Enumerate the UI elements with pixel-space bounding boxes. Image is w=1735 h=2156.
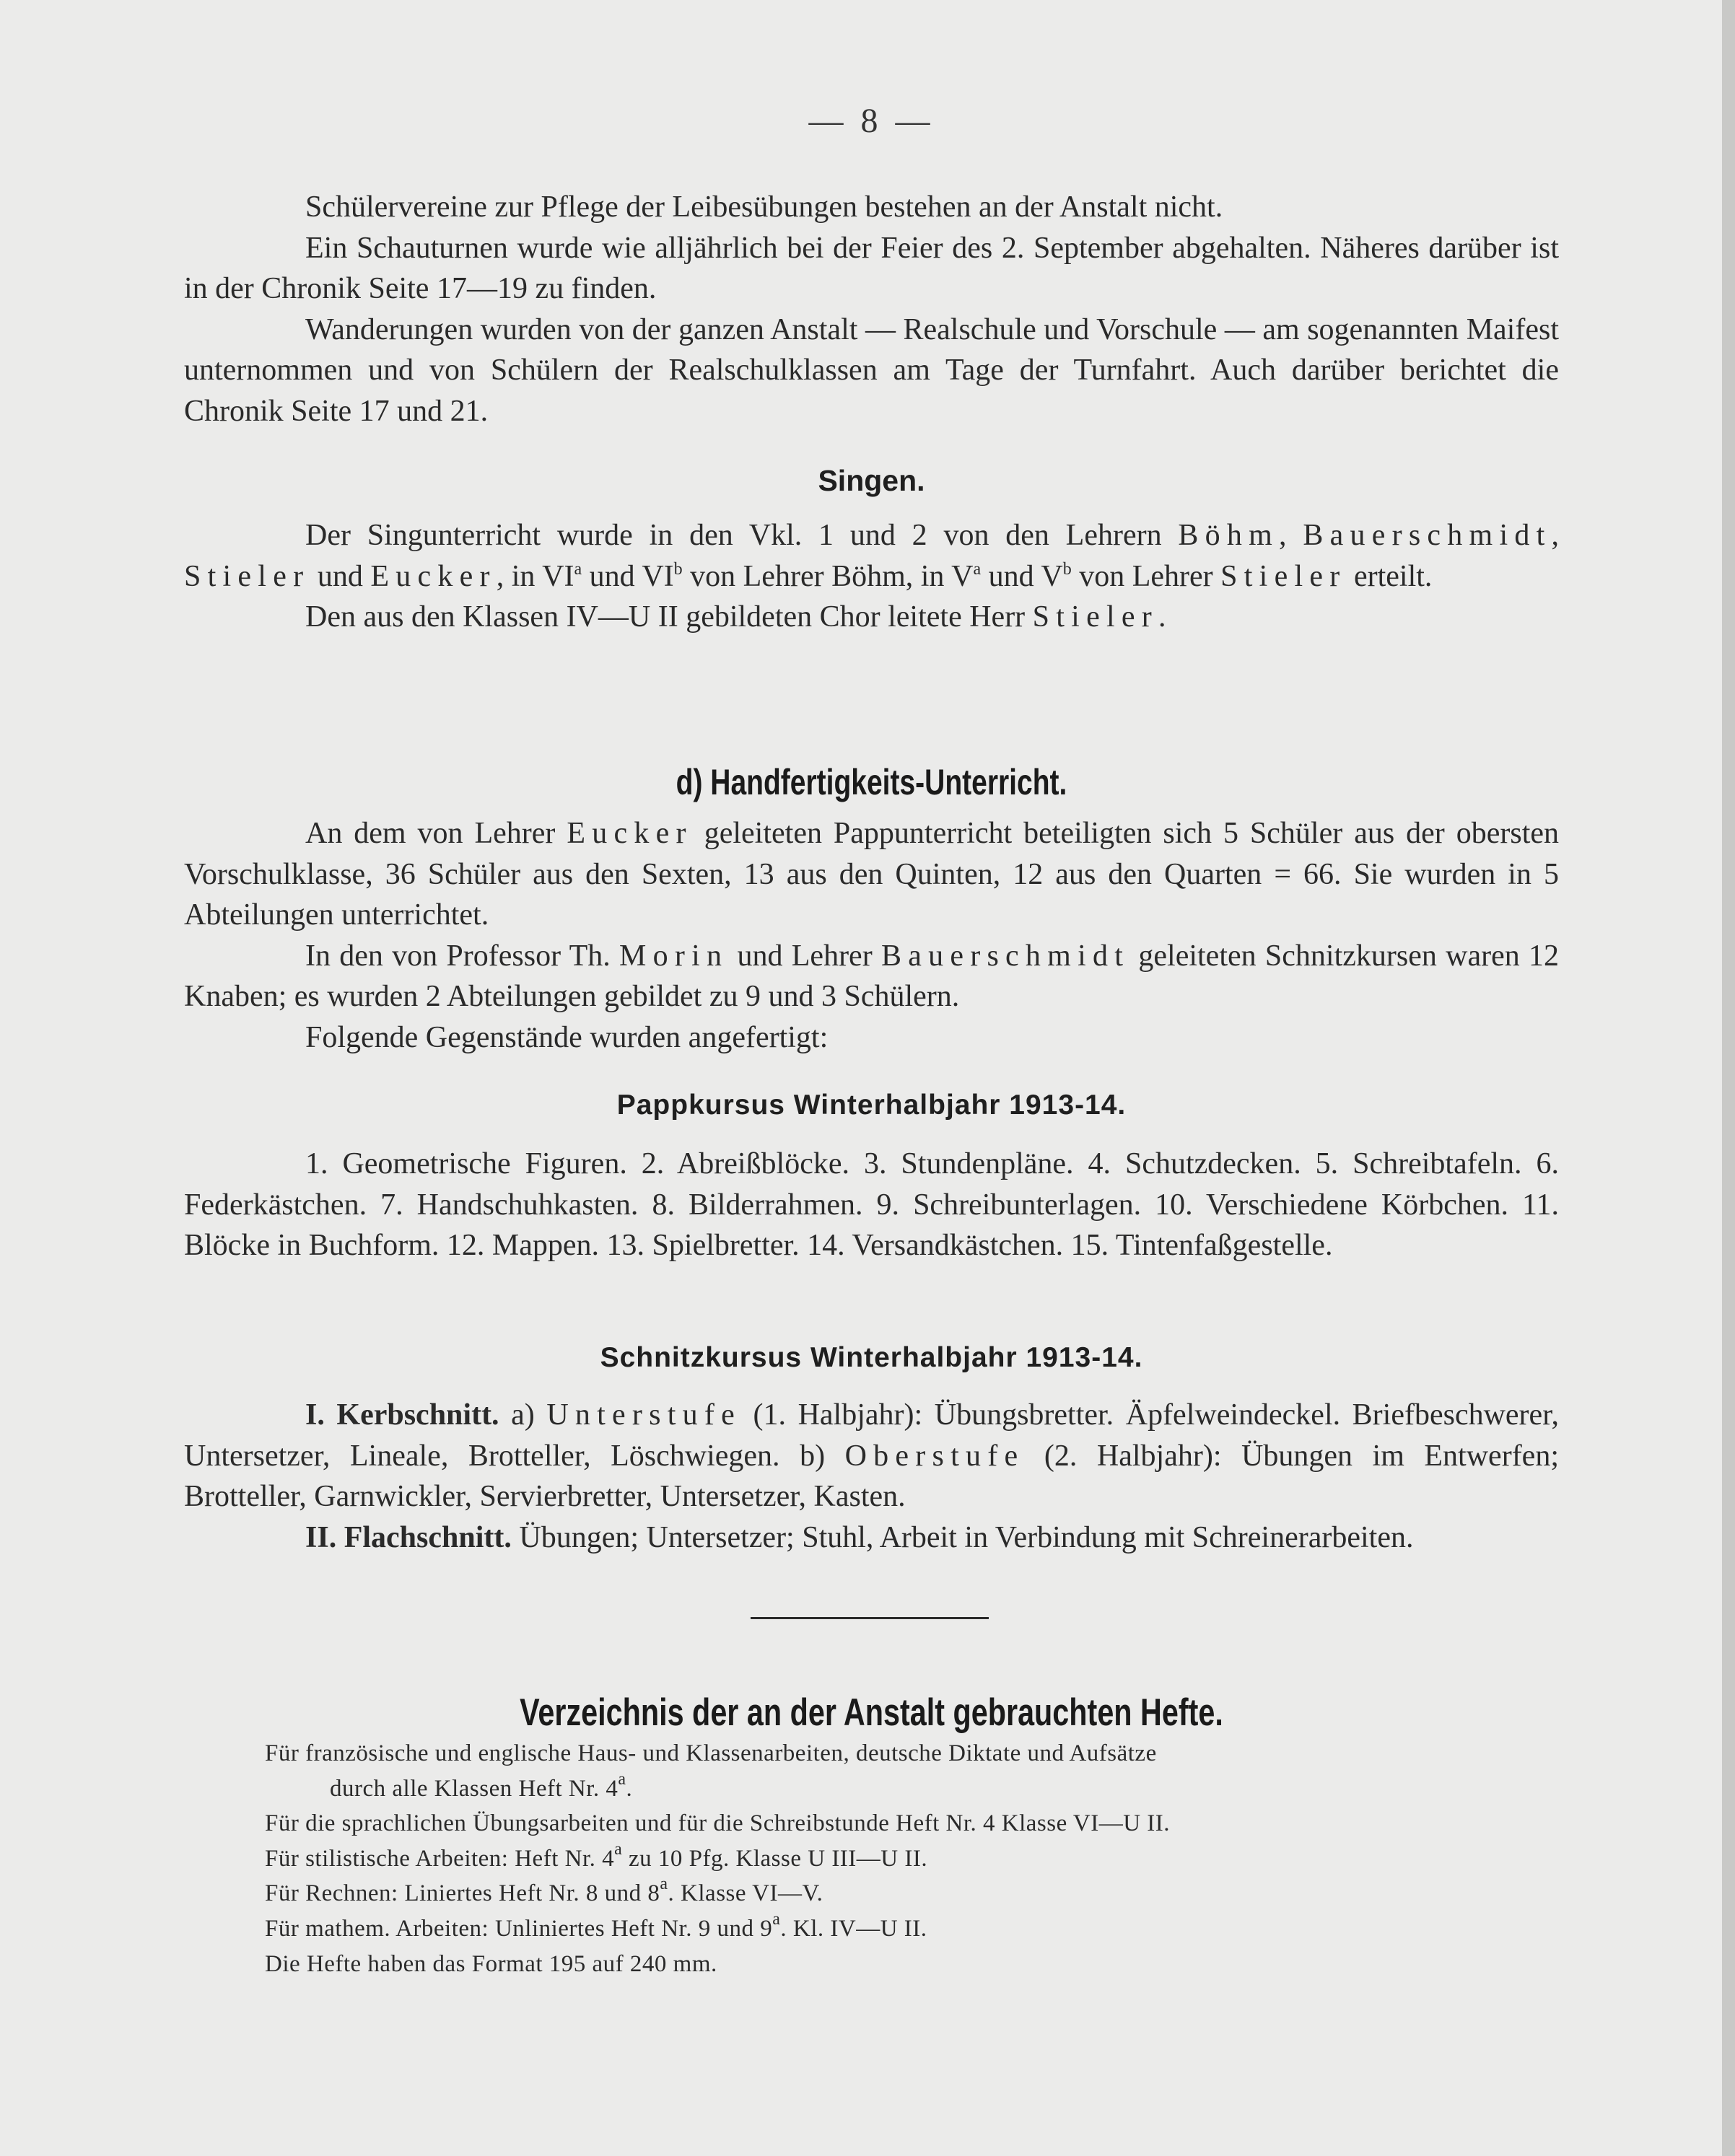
list-item: Für die sprachlichen Übungsarbeiten und für die Schreibstunde Heft Nr. 4 Klasse VI—U II.: [265, 1810, 1171, 1837]
list-item: Für mathem. Arbeiten: Unliniertes Heft Nr. 9 und 9$^a$. Kl. IV—U II.: [265, 1909, 927, 1942]
handfertigkeit-section: [184, 813, 1559, 1059]
name-spaced: Stieler: [1032, 600, 1158, 634]
subheading-schnitzkursus: Schnitzkursus Winterhalbjahr 1913-14.: [600, 1342, 1143, 1373]
paragraph: Der Singunterricht wurde in den Vkl. 1 und 2 von den Lehrern Böhm, Bauerschmidt, Stieler und Eucker, in $VI^a$ und $VI^b$ von Lehrer Böhm, in $V^a$ und $V^b$ von Lehrer Stieler erteilt.: [184, 519, 1560, 593]
section-heading-singen: Singen.: [818, 464, 925, 497]
name-spaced: Böhm: [1178, 519, 1280, 552]
paragraph: In den von Professor Th. Morin und Lehrer Bauerschmidt geleiteten Schnitzkursen waren 12 Knaben; es wurden 2 Abteilungen gebildet zu 9 und 3 Schülern.: [184, 939, 1559, 1014]
section-heading-hefte: Verzeichnis der an der Anstalt gebrauchten Hefte.: [520, 1691, 1223, 1734]
paragraph: 1. Geometrische Figuren. 2. Abreißblöcke. 3. Stundenpläne. 4. Schutzdecken. 5. Schreibtafeln. 6. Federkästchen. 7. Handschuhkasten. 8. Bilderrahmen. 9. Schreibunterlagen. 10. Verschiedene Körbchen. 11. Blöcke in Buchform. 12. Mappen. 13. Spielbretter. 14. Versandkästchen. 15. Tintenfaßgestelle.: [184, 1147, 1559, 1263]
kerbschnitt-label: I. Kerbschnitt.: [305, 1398, 499, 1432]
name-spaced: Eucker: [370, 559, 497, 593]
paragraph: Folgende Gegenstände wurden angefertigt:: [305, 1020, 829, 1054]
paragraph: I. Kerbschnitt. a) Unterstufe (1. Halbjahr): Übungsbretter. Äpfelweindeckel. Briefbeschwerer, Untersetzer, Lineale, Brotteller, Löschwiegen. b) Oberstufe (2. Halbjahr): Übungen im Entwerfen; Brotteller, Garnwickler, Servierbretter, Untersetzer, Kasten.: [184, 1398, 1559, 1514]
list-item: Für französische und englische Haus- und Klassenarbeiten, deutsche Diktate und Aufsätze: [265, 1740, 1157, 1766]
name-spaced: Bauerschmidt: [880, 939, 1130, 973]
list-item: Für stilistische Arbeiten: Heft Nr. 4$^a$ zu 10 Pfg. Klasse U III—U II.: [265, 1839, 928, 1872]
paragraph: Den aus den Klassen IV—U II gebildeten Chor leitete Herr Stieler.: [305, 600, 1166, 634]
singen-section: [184, 515, 1559, 638]
page-number: — 8 —: [808, 102, 935, 140]
name-spaced: Stieler: [184, 559, 310, 593]
paragraph: II. Flachschnitt. Übungen; Untersetzer; Stuhl, Arbeit in Verbindung mit Schreinerarbeiten.: [305, 1520, 1414, 1554]
section-divider: [751, 1617, 989, 1619]
turnen-section: [184, 187, 1559, 432]
paragraph: An dem von Lehrer Eucker geleiteten Pappunterricht beteiligten sich 5 Schüler aus der obersten Vorschulklasse, 36 Schüler aus den Sexten, 13 aus den Quinten, 12 aus den Quarten = 66. Sie wurden in 5 Abteilungen unterrichtet.: [184, 817, 1560, 932]
hefte-list: [265, 1736, 1564, 1981]
paragraph: Schülervereine zur Pflege der Leibesübungen bestehen an der Anstalt nicht.: [305, 190, 1223, 224]
subheading-pappkursus: Pappkursus Winterhalbjahr 1913-14.: [616, 1090, 1127, 1121]
name-spaced: Morin: [619, 939, 729, 973]
list-item: durch alle Klassen Heft Nr. 4$^a$.: [330, 1769, 633, 1802]
list-item: Die Hefte haben das Format 195 auf 240 mm.: [265, 1950, 717, 1977]
paragraph: Ein Schauturnen wurde wie alljährlich bei der Feier des 2. September abgehalten. Näheres darüber ist in der Chronik Seite 17—19 zu finden.: [184, 231, 1559, 306]
schnitzkursus-section: [184, 1395, 1559, 1558]
paragraph: Wanderungen wurden von der ganzen Anstalt — Realschule und Vorschule — am sogenannten Maifest unternommen und von Schülern der Realschulklassen am Tage der Turnfahrt. Auch darüber berichtet die Chronik Seite 17 und 21.: [184, 312, 1559, 428]
section-heading-handfertigkeit: d) Handfertigkeits-Unterricht.: [676, 762, 1067, 802]
term-spaced: Unterstufe: [546, 1398, 741, 1432]
flachschnitt-label: II. Flachschnitt.: [305, 1520, 512, 1554]
page-edge-shadow: [1722, 0, 1735, 2156]
list-item: Für Rechnen: Liniertes Heft Nr. 8 und 8$^a$. Klasse VI—V.: [265, 1875, 823, 1907]
name-spaced: Stieler: [1220, 559, 1347, 593]
name-spaced: Eucker: [567, 817, 693, 850]
term-spaced: Oberstufe: [844, 1439, 1025, 1473]
pappkursus-section: [184, 1144, 1559, 1266]
name-spaced: Bauerschmidt: [1303, 519, 1552, 552]
